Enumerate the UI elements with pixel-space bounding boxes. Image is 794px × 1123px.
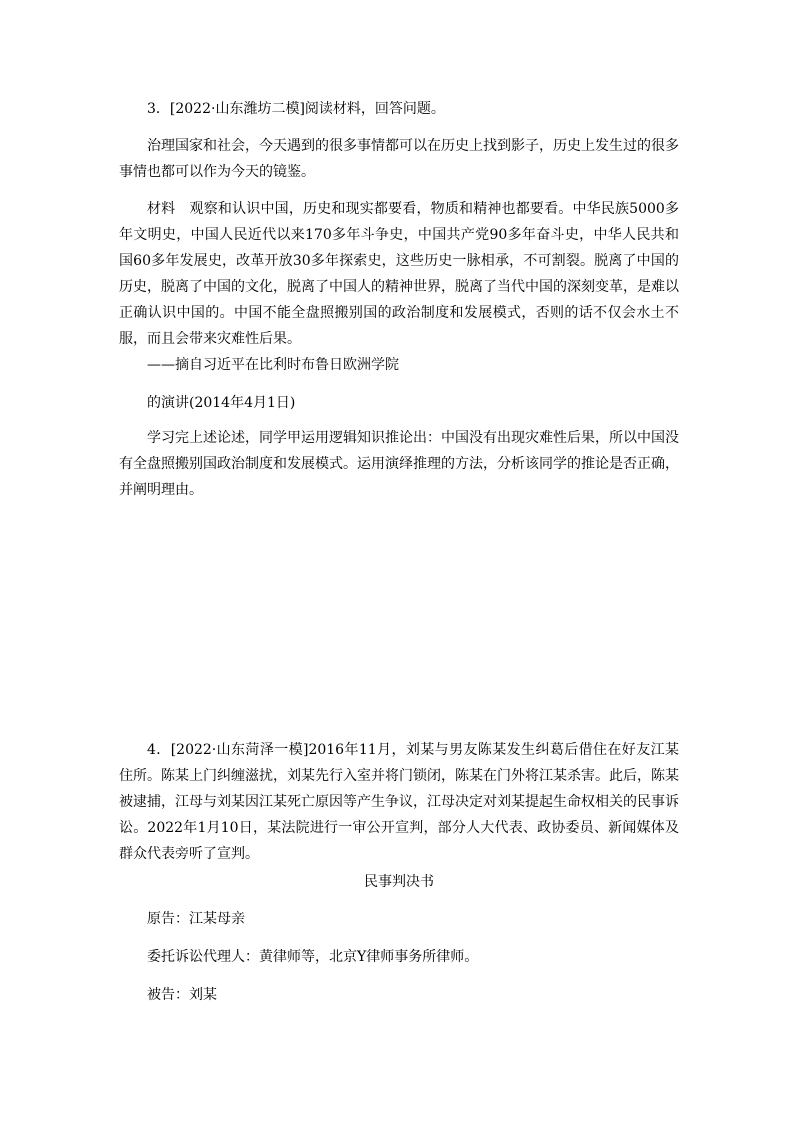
- doc-title: 民事判决书: [364, 874, 434, 890]
- q4-heading: 4．[2022·山东菏泽一模]2016年11月，刘某与男友陈某发生纠葛后借住在好友江某住所。陈某上门纠缠滋扰，刘某先行入室并将门锁闭，陈某在门外将江某杀害。此后，陈某被逮捕，江母与刘某因江某死亡原因等产生争议，江母决定对刘某提起生命权相关的民事诉讼。2022年1月10日，某法院进行一审公开宣判，部分人大代表、政协委员、新闻媒体及群众代表旁听了宣判。: [119, 742, 679, 862]
- material-text: 观察和认识中国，历史和现实都要看，物质和精神也都要看。中华民族5000多年文明史，中国人民近代以来170多年斗争史，中国共产党90多年奋斗史，中华人民共和国60多年发展史，改革开放30多年探索史，这些历史一脉相承，不可割裂。脱离了中国的历史，脱离了中国的文化，脱离了中国人的精神世界，脱离了当代中国的深刻变革，是难以正确认识中国的。中国不能全盘照搬别国的政治制度和发展模式，否则的话不仅会水土不服，而且会带来灾难性后果。: [119, 201, 679, 347]
- q3-source-line1: ——摘自习近平在比利时布鲁日欧洲学院: [147, 357, 399, 373]
- material-label: 材料: [147, 201, 176, 217]
- q3-intro: 治理国家和社会，今天遇到的很多事情都可以在历史上找到影子，历史上发生过的很多事情也都可以作为今天的镜鉴。: [119, 138, 679, 180]
- defendant-line: 被告：刘某: [147, 987, 217, 1003]
- q3-source-line2: 的演讲(2014年4月1日): [147, 395, 296, 411]
- agent-line: 委托诉讼代理人：黄律师等，北京Y律师事务所律师。: [147, 949, 479, 965]
- q3-heading: 3．[2022·山东潍坊二模]阅读材料，回答问题。: [147, 101, 445, 117]
- q3-question: 学习完上述论述，同学甲运用逻辑知识推论出：中国没有出现灾难性后果，所以中国没有全盘照搬别国政治制度和发展模式。运用演绎推理的方法，分析该同学的推论是否正确，并阐明理由。: [119, 430, 679, 498]
- plaintiff-line: 原告：江某母亲: [147, 911, 245, 927]
- q3-material: [119, 196, 679, 352]
